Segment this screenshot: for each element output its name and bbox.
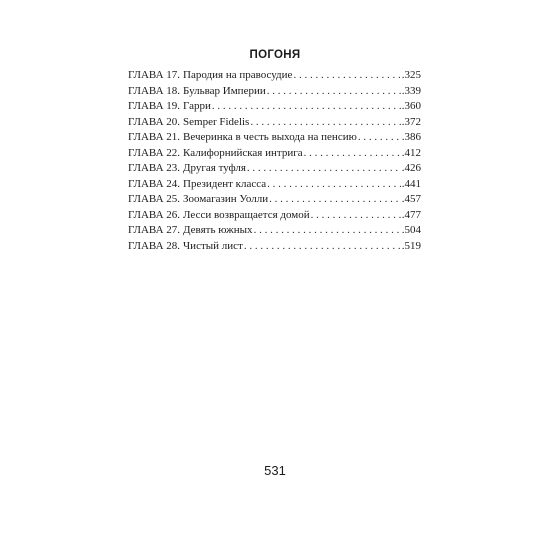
toc-entry (128, 68, 421, 84)
chapter-title: Гарри (183, 100, 211, 112)
chapter-title: Пародия на правосудие (183, 69, 293, 81)
chapter-label: ГЛАВА 20. (128, 115, 181, 128)
chapter-title: Лесси возвращается домой (183, 208, 310, 221)
chapter-page: .519 (401, 239, 421, 252)
dot-leader (247, 161, 401, 177)
dot-leader (244, 239, 401, 255)
chapter-page: .504 (401, 224, 421, 236)
chapter-title: Чистый лист (183, 239, 243, 252)
dot-leader (269, 192, 401, 208)
chapter-page: .360 (401, 100, 421, 112)
toc-entry (128, 208, 421, 224)
toc-entry (128, 99, 421, 115)
chapter-page: .372 (401, 115, 421, 128)
chapter-title: Девять южных (183, 224, 253, 236)
toc-entry (128, 223, 421, 239)
chapter-label: ГЛАВА 23. (128, 162, 181, 174)
chapter-title: Зоомагазин Уолли (183, 193, 269, 205)
chapter-title: Semper Fidelis (183, 115, 250, 128)
chapter-label: ГЛАВА 17. (128, 69, 181, 81)
toc-entry (128, 115, 421, 131)
chapter-label: ГЛАВА 22. (128, 146, 181, 159)
toc-entry (128, 146, 421, 162)
chapter-page: .426 (401, 162, 421, 174)
toc-entry (128, 84, 421, 100)
chapter-page: .457 (401, 193, 421, 205)
toc-entry (128, 130, 421, 146)
chapter-label: ГЛАВА 28. (128, 239, 181, 252)
toc-entry (128, 177, 421, 193)
page-number: 531 (264, 463, 286, 478)
chapter-title: Президент класса (183, 177, 267, 190)
chapter-label: ГЛАВА 25. (128, 193, 181, 205)
chapter-title: Калифорнийская интрига (183, 146, 303, 159)
chapter-title: Вечеринка в честь выхода на пенсию (183, 131, 357, 143)
chapter-page: .477 (401, 208, 421, 221)
chapter-title: Бульвар Империи (183, 84, 266, 97)
dot-leader (254, 223, 401, 239)
dot-leader (358, 130, 401, 146)
toc-entry (128, 192, 421, 208)
chapter-page: .441 (401, 177, 421, 190)
chapter-page: .339 (401, 84, 421, 97)
toc-entry (128, 161, 421, 177)
chapter-label: ГЛАВА 21. (128, 131, 181, 143)
chapter-title: Другая туфля (183, 162, 246, 174)
chapter-label: ГЛАВА 24. (128, 177, 181, 190)
table-of-contents (128, 68, 421, 254)
dot-leader (250, 115, 400, 131)
dot-leader (267, 84, 401, 100)
dot-leader (267, 177, 401, 193)
chapter-label: ГЛАВА 26. (128, 208, 181, 221)
chapter-page: .386 (401, 131, 421, 143)
section-title: ПОГОНЯ (249, 49, 301, 61)
chapter-page: .325 (401, 69, 421, 81)
dot-leader (304, 146, 401, 162)
chapter-label: ГЛАВА 19. (128, 100, 181, 112)
dot-leader (212, 99, 401, 115)
dot-leader (293, 68, 400, 84)
toc-entry (128, 239, 421, 255)
chapter-label: ГЛАВА 27. (128, 224, 181, 236)
chapter-page: .412 (401, 146, 421, 159)
dot-leader (311, 208, 401, 224)
chapter-label: ГЛАВА 18. (128, 84, 181, 97)
